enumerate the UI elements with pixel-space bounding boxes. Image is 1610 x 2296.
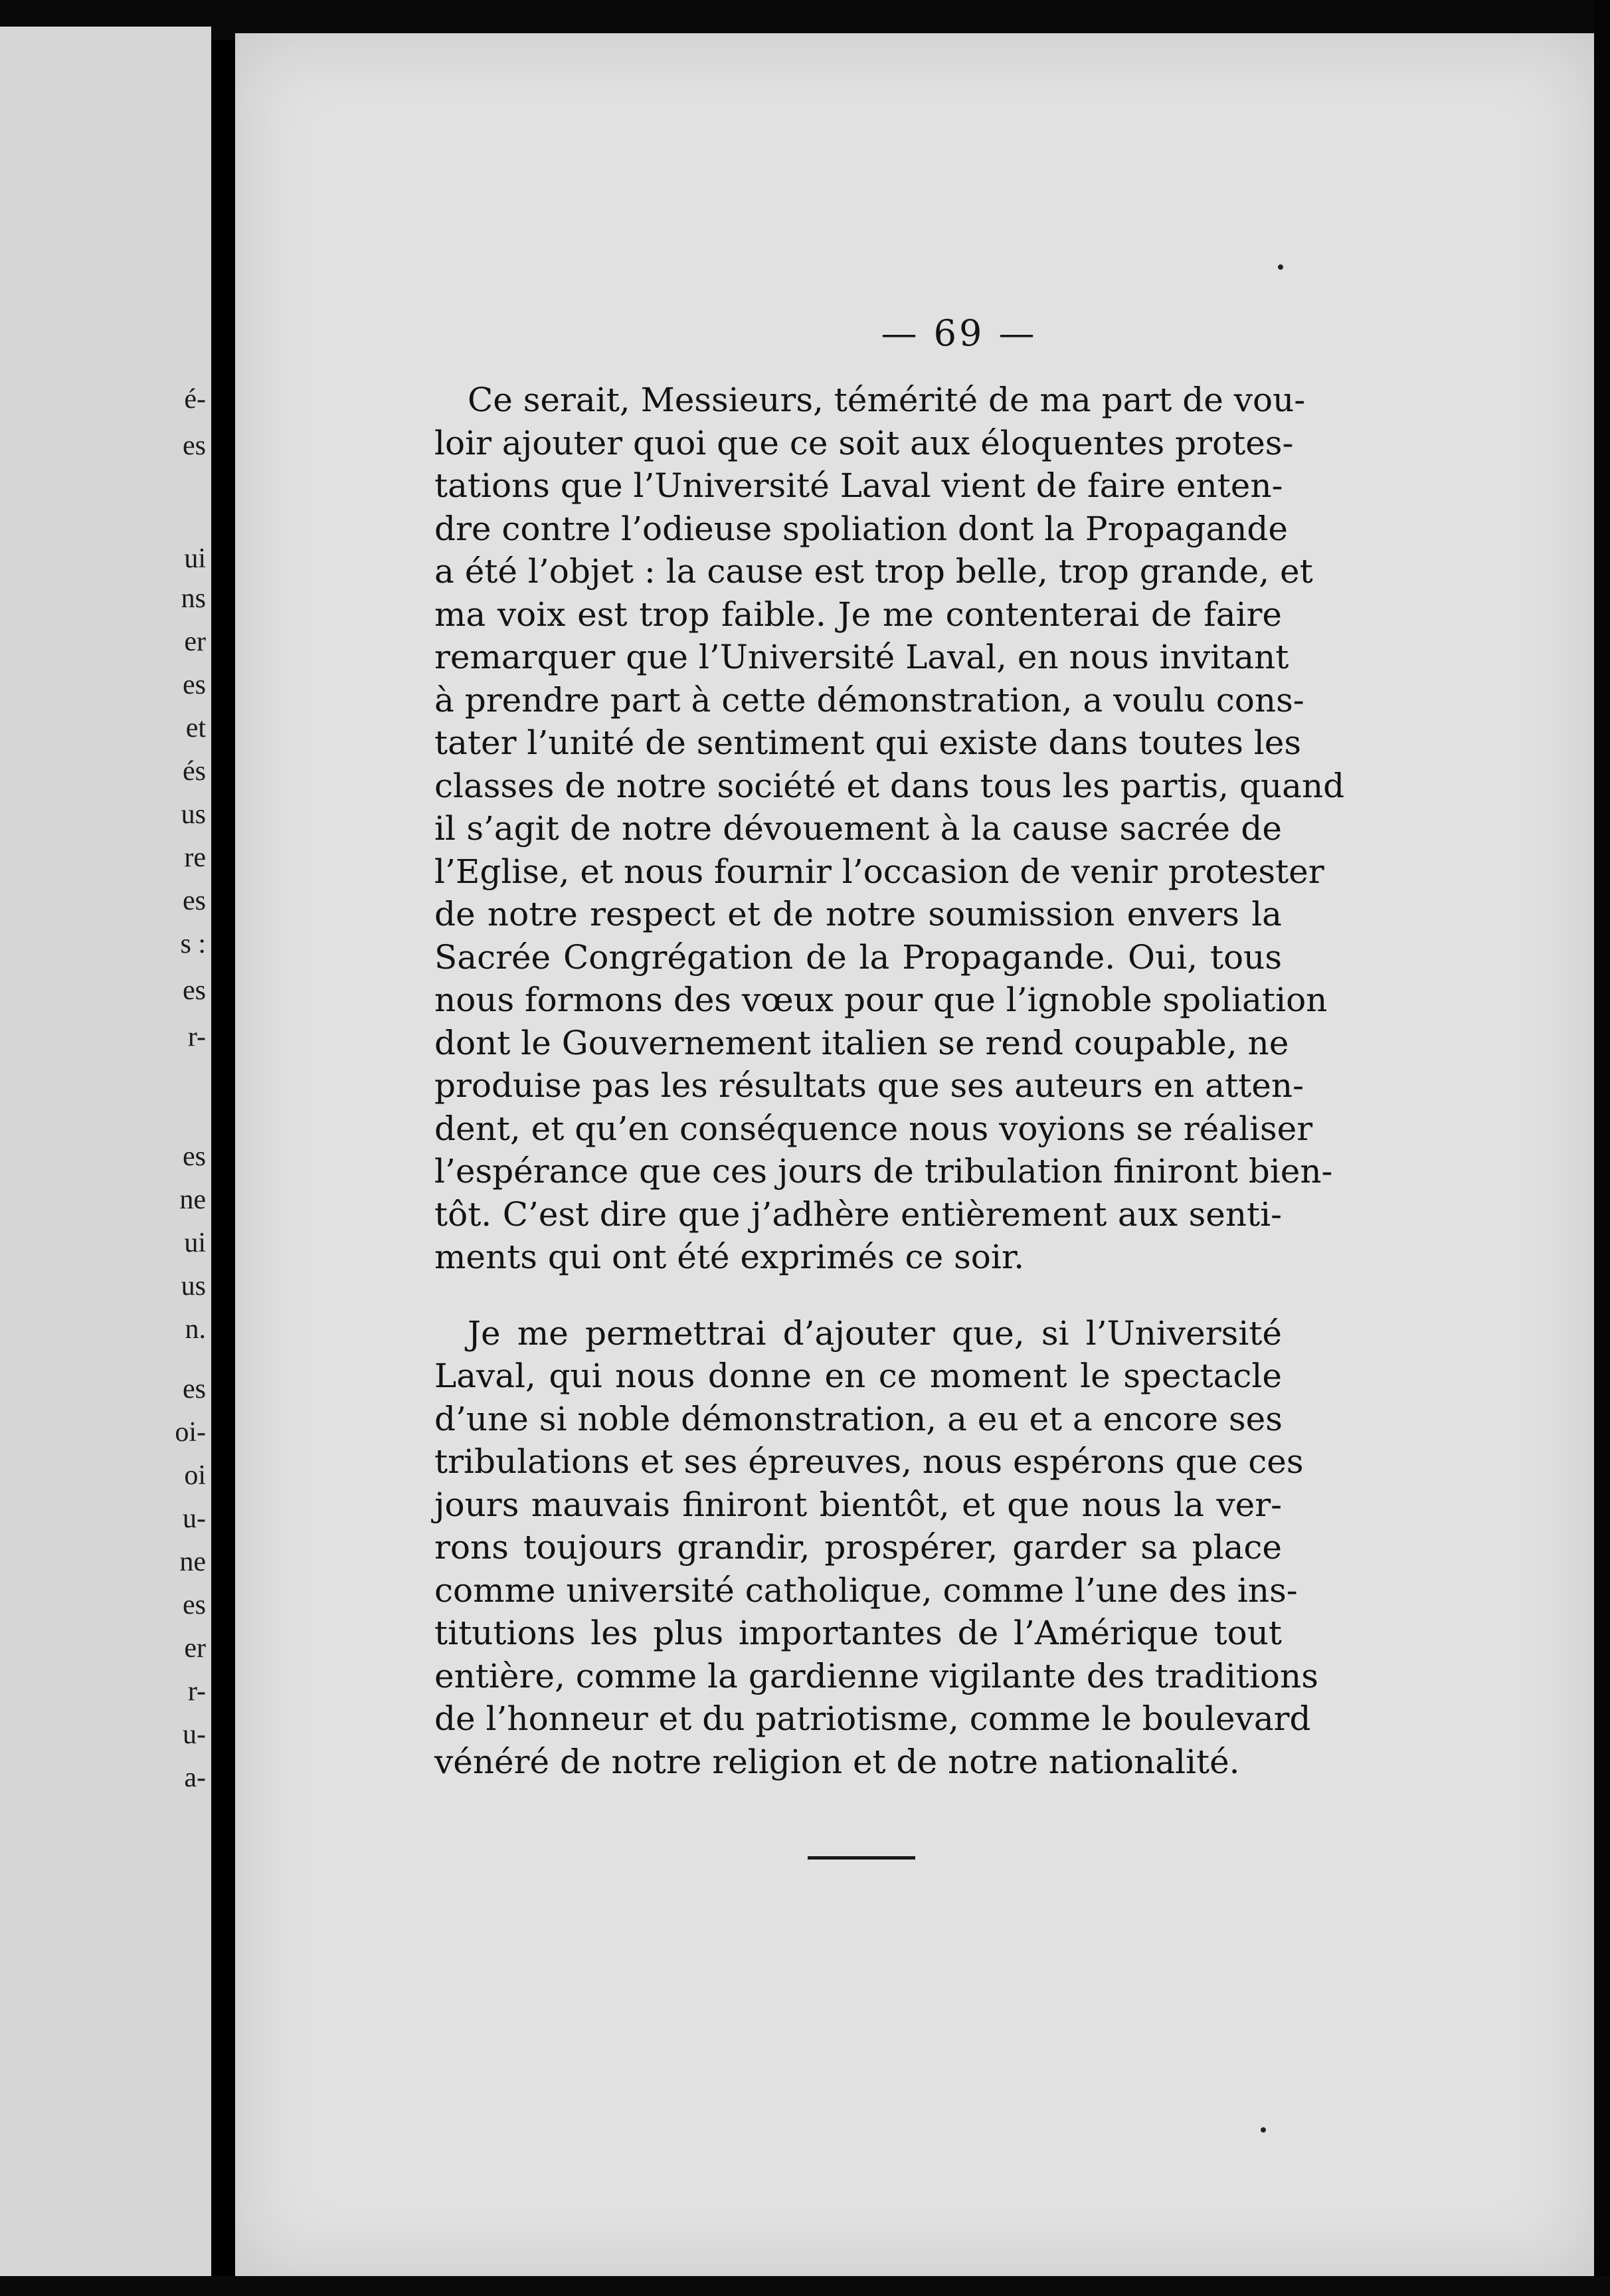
text-line: ments qui ont été exprimés ce soir. <box>434 1238 1025 1276</box>
text-line: l’espérance que ces jours de tribulation finiront bien- <box>434 1152 1333 1191</box>
left-page-fragment: s : <box>180 929 206 959</box>
left-page-fragment: r- <box>187 1022 206 1052</box>
text-line: titutions les plus importantes de l’Amérique tout <box>434 1614 1282 1652</box>
text-line: tôt. C’est dire que j’adhère entièrement aux senti- <box>434 1195 1282 1234</box>
text-line: entière, comme la gardienne vigilante des traditions <box>434 1656 1318 1695</box>
left-page-fragment: es <box>183 430 206 461</box>
text-line: vénéré de notre religion et de notre nationalité. <box>434 1742 1240 1781</box>
left-page-fragment: es <box>183 1141 206 1172</box>
left-page-fragment: ne <box>179 1185 206 1215</box>
film-speck <box>1261 2127 1266 2133</box>
left-page-text-fragments <box>126 27 206 2285</box>
left-page-fragment: re <box>184 842 206 873</box>
left-page-fragment: es <box>183 886 206 916</box>
text-line: Laval, qui nous donne en ce moment le spectacle <box>434 1357 1282 1395</box>
text-line: il s’agit de notre dévouement à la cause sacrée de <box>434 809 1282 848</box>
paragraph-1 <box>434 379 1345 1279</box>
text-line: Ce serait, Messieurs, témérité de ma part de vou- <box>468 381 1306 419</box>
left-page-fragment: oi <box>184 1460 206 1491</box>
film-speck <box>1278 264 1283 270</box>
text-line: rons toujours grandir, prospérer, garder sa place <box>434 1528 1282 1567</box>
closing-rule <box>808 1856 915 1860</box>
left-page-fragment: n. <box>185 1314 206 1345</box>
text-line: loir ajouter quoi que ce soit aux éloquentes protes- <box>434 423 1294 462</box>
page-number: — 69 — <box>881 312 1037 354</box>
microfilm-frame-bottom <box>0 2276 1610 2296</box>
body-text <box>434 379 1345 1783</box>
left-page-fragment: oi- <box>175 1417 206 1448</box>
microfilm-frame-right <box>1594 0 1610 2296</box>
left-page-fragment: es <box>183 975 206 1006</box>
left-facing-page <box>0 27 211 2285</box>
text-line: tater l’unité de sentiment qui existe dans toutes les <box>434 723 1302 762</box>
left-page-fragment: us <box>181 1271 206 1301</box>
text-line: classes de notre société et dans tous les partis, quand <box>434 766 1345 805</box>
text-line: l’Eglise, et nous fournir l’occasion de venir protester <box>434 852 1324 891</box>
text-line: jours mauvais finiront bientôt, et que nous la ver- <box>434 1485 1282 1524</box>
text-line: nous formons des vœux pour que l’ignoble spoliation <box>434 981 1328 1019</box>
left-page-fragment: ne <box>179 1547 206 1577</box>
paragraph-2 <box>434 1312 1318 1784</box>
text-line: tations que l’Université Laval vient de faire enten- <box>434 466 1283 505</box>
left-page-fragment: ui <box>184 543 206 574</box>
left-page-fragment: r- <box>187 1676 206 1707</box>
text-line: a été l’objet : la cause est trop belle, trop grande, et <box>434 552 1313 591</box>
text-line: d’une si noble démonstration, a eu et a encore ses <box>434 1399 1283 1438</box>
text-line: dre contre l’odieuse spoliation dont la Propagande <box>434 509 1289 548</box>
text-line: comme université catholique, comme l’une des ins- <box>434 1571 1298 1610</box>
text-line: Sacrée Congrégation de la Propagande. Oui, tous <box>434 937 1282 977</box>
left-page-fragment: es <box>183 1374 206 1404</box>
text-line: ma voix est trop faible. Je me contenterai de faire <box>434 595 1282 634</box>
left-page-fragment: er <box>184 1633 206 1664</box>
left-page-fragment: és <box>183 756 206 787</box>
text-line: dont le Gouvernement italien se rend coupable, ne <box>434 1023 1289 1062</box>
left-page-fragment: é- <box>184 384 206 415</box>
text-line: de notre respect et de notre soumission envers la <box>434 895 1282 933</box>
left-page-fragment: a- <box>184 1763 206 1793</box>
page-gutter <box>211 40 235 2272</box>
text-line: remarquer que l’Université Laval, en nous invitant <box>434 638 1289 676</box>
text-line: de l’honneur et du patriotisme, comme le boulevard <box>434 1699 1311 1738</box>
document-page <box>235 33 1594 2279</box>
text-line: produise pas les résultats que ses auteurs en atten- <box>434 1066 1304 1105</box>
text-line: Je me permettrai d’ajouter que, si l’Université <box>468 1313 1282 1353</box>
left-page-fragment: et <box>185 713 206 743</box>
left-page-fragment: u- <box>183 1503 206 1534</box>
text-line: dent, et qu’en conséquence nous voyions se réaliser <box>434 1109 1313 1148</box>
paragraph-gap <box>434 1279 1282 1312</box>
text-line: tribulations et ses épreuves, nous espérons que ces <box>434 1442 1304 1481</box>
left-page-fragment: es <box>183 670 206 700</box>
text-line: à prendre part à cette démonstration, a voulu cons- <box>434 680 1304 719</box>
left-page-fragment: er <box>184 626 206 657</box>
left-page-fragment: ns <box>181 583 206 614</box>
left-page-fragment: u- <box>183 1719 206 1750</box>
left-page-fragment: us <box>181 799 206 830</box>
left-page-fragment: ui <box>184 1228 206 1258</box>
left-page-fragment: es <box>183 1590 206 1620</box>
